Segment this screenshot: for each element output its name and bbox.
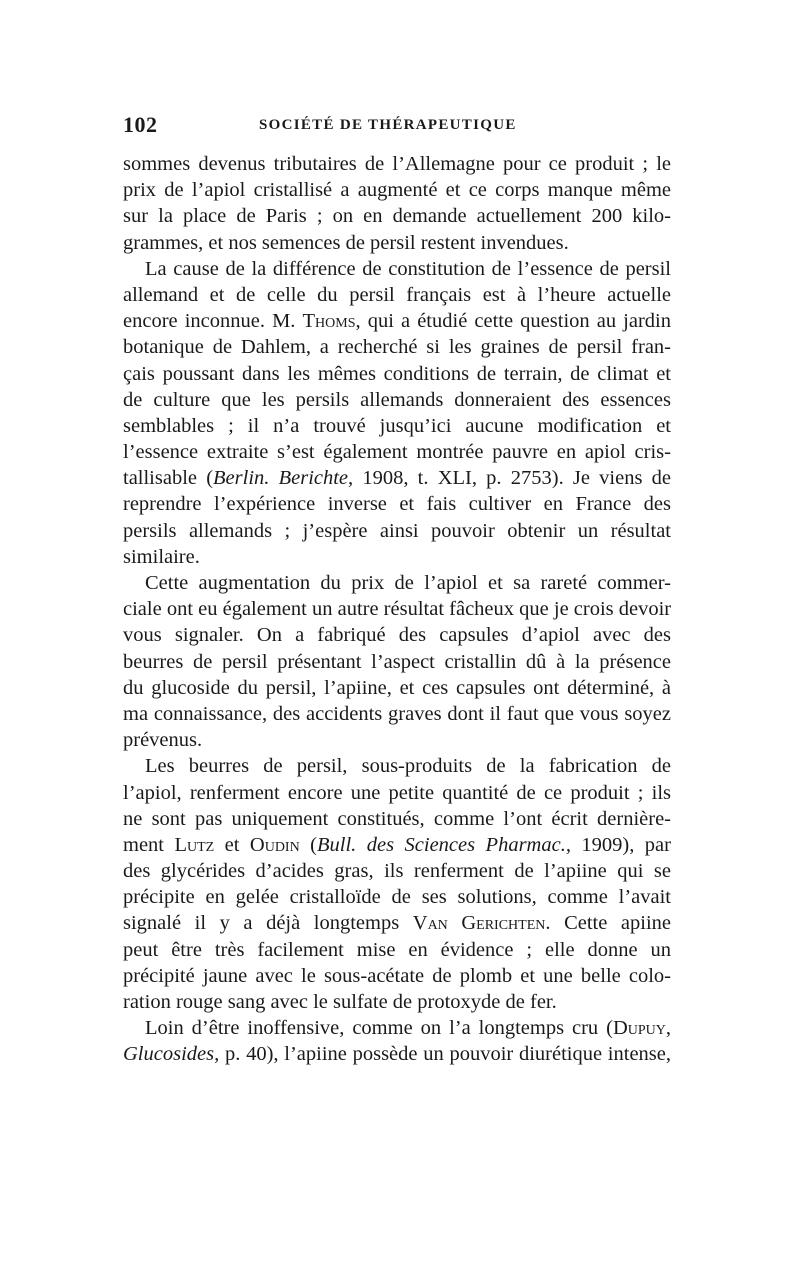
text-run: de culture que les persils allemands donneraient des essences — [123, 388, 671, 411]
text-run: botanique de Dahlem, a recherché si les graines de persil fran- — [123, 336, 671, 359]
text-run: du glucoside du persil, l’apiine, et ces capsules ont déterminé, à — [123, 676, 671, 699]
text-run: , qui a étudié cette question au jardin — [355, 310, 671, 333]
text-line — [123, 910, 671, 936]
text-line — [123, 177, 671, 203]
text-run: ration rouge sang avec le sulfate de protoxyde de fer. — [123, 991, 557, 1013]
text-run: reprendre l’expérience inverse et fais cultiver en France des — [123, 493, 671, 516]
text-run: précipité jaune avec le sous-acétate de plomb et une belle colo- — [123, 964, 671, 987]
text-line — [123, 387, 671, 413]
text-line — [123, 518, 671, 544]
text-run: Cette augmentation du prix de l’apiol et sa rareté commer- — [145, 572, 671, 594]
text-line — [123, 884, 671, 910]
text-run: l’essence extraite s’est également montrée pauvre en apiol cris- — [123, 441, 671, 464]
text-line — [123, 596, 671, 622]
text-line — [123, 256, 671, 282]
text-run: çais poussant dans les mêmes conditions de terrain, de climat et — [123, 362, 671, 385]
text-line — [123, 832, 671, 858]
text-run: encore inconnue. M. — [123, 310, 303, 333]
text-line — [123, 753, 671, 779]
text-run: peut être très facilement mise en évidence ; elle donne un — [123, 938, 671, 961]
text-run: signalé il y a déjà longtemps — [123, 912, 413, 935]
text-line — [123, 937, 671, 963]
text-run: La cause de la différence de constitution de l’essence de persil — [145, 257, 671, 280]
text-line — [123, 649, 671, 675]
text-run: et — [214, 833, 250, 856]
text-run: , — [665, 1017, 671, 1040]
page-header — [123, 112, 671, 142]
text-line — [123, 622, 671, 648]
text-run: similaire. — [123, 545, 200, 568]
text-line — [123, 230, 671, 256]
text-run: persils allemands ; j’espère ainsi pouvoir obtenir un résultat — [123, 519, 671, 542]
citation-title: Glucosides, — [123, 1043, 220, 1066]
text-run: sur la place de Paris ; on en demande actuellement 200 kilo- — [123, 205, 671, 228]
citation-title: Berlin. Berichte, — [213, 467, 354, 490]
text-run: grammes, et nos semences de persil restent invendues. — [123, 231, 569, 254]
text-run: vous signaler. On a fabriqué des capsules d’apiol avec des — [123, 624, 671, 647]
text-line — [123, 413, 671, 439]
text-run: prévenus. — [123, 729, 203, 752]
text-line — [123, 989, 671, 1015]
text-line — [123, 151, 671, 177]
text-line — [123, 806, 671, 832]
author-name: Thoms — [302, 310, 356, 333]
body-text — [123, 151, 671, 1068]
text-line — [123, 1041, 671, 1067]
text-line — [123, 701, 671, 727]
text-line — [123, 675, 671, 701]
text-line — [123, 361, 671, 387]
text-run: tallisable ( — [123, 467, 214, 490]
text-line — [123, 963, 671, 989]
text-line — [123, 203, 671, 229]
page-number: 102 — [123, 112, 158, 137]
text-line — [123, 491, 671, 517]
text-run: Loin d’être inoffensive, comme on l’a longtemps cru ( — [145, 1017, 613, 1040]
text-line — [123, 308, 671, 334]
author-name: Dupuy — [612, 1017, 666, 1040]
author-name: Lutz — [174, 833, 215, 856]
text-line — [123, 780, 671, 806]
text-line — [123, 858, 671, 884]
text-run: . Cette apiine — [545, 912, 671, 935]
text-run: 1909), par — [570, 833, 671, 856]
text-run: beurres de persil présentant l’aspect cristallin dû à la présence — [123, 650, 671, 673]
text-run: ciale ont eu également un autre résultat fâcheux que je crois devoir — [123, 598, 672, 621]
text-line — [123, 465, 671, 491]
text-run: 1908, t. XLI, p. 2753). Je viens de — [353, 467, 671, 490]
text-run: allemand et de celle du persil français est à l’heure actuelle — [123, 283, 671, 306]
text-run: semblables ; il n’a trouvé jusqu’ici aucune modification et — [123, 414, 671, 437]
author-name: Van Gerichten — [412, 912, 546, 935]
text-line — [123, 570, 671, 596]
text-run: ne sont pas uniquement constitués, comme l’ont écrit dernière- — [123, 807, 671, 830]
text-run: des glycérides d’acides gras, ils renferment de l’apiine qui se — [123, 860, 671, 883]
text-line — [123, 544, 671, 570]
text-line — [123, 334, 671, 360]
text-line — [123, 439, 671, 465]
text-run: l’apiol, renferment encore une petite quantité de ce produit ; ils — [123, 781, 671, 804]
text-line — [123, 727, 671, 753]
text-run: p. 40), l’apiine possède un pouvoir diurétique intense, — [219, 1043, 671, 1066]
text-run: Les beurres de persil, sous-produits de la fabrication de — [145, 755, 671, 778]
text-run: ment — [123, 833, 175, 856]
text-run: ma connaissance, des accidents graves dont il faut que vous soyez — [123, 702, 671, 725]
text-line — [123, 1015, 671, 1041]
text-line — [123, 282, 671, 308]
running-head: SOCIÉTÉ DE THÉRAPEUTIQUE — [259, 117, 517, 133]
text-run: sommes devenus tributaires de l’Allemagne pour ce produit ; le — [123, 153, 671, 175]
text-run: prix de l’apiol cristallisé a augmenté et ce corps manque même — [123, 179, 671, 202]
text-run: ( — [299, 833, 317, 856]
citation-title: Bull. des Sciences Pharmac., — [317, 833, 571, 856]
text-run: précipite en gelée cristalloïde de ses solutions, comme l’avait — [123, 886, 671, 909]
author-name: Oudin — [249, 833, 300, 856]
